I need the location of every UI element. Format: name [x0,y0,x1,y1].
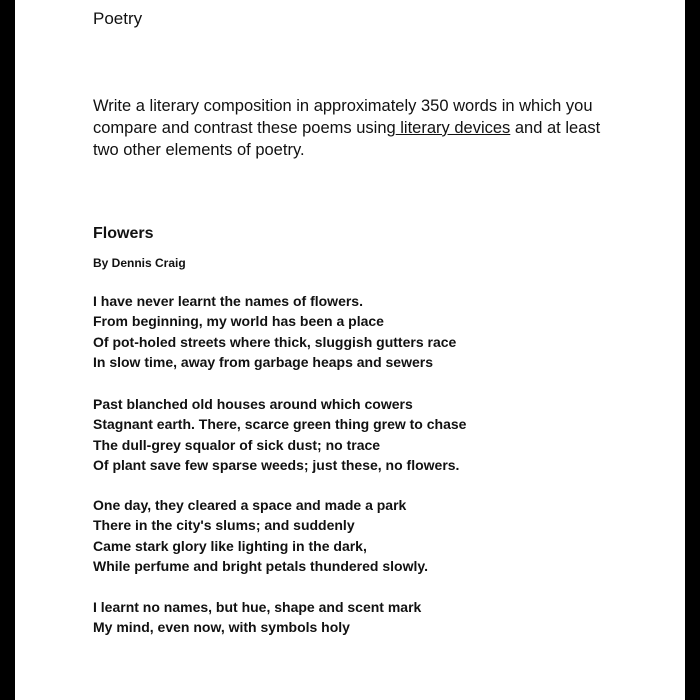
poem-line: In slow time, away from garbage heaps and sewers [93,354,434,371]
poem-line: Of pot-holed streets where thick, sluggish gutters race [93,333,457,350]
poem-line: Past blanched old houses around which cowers [93,396,413,412]
poem-line: While perfume and bright petals thundered slowly. [93,558,428,575]
poem-line: I have never learnt the names of flowers. [93,293,363,309]
poem-line: My mind, even now, with symbols holy [93,619,350,636]
prompt-underlined-term: literary devices [395,119,511,137]
poem-line: There in the city's slums; and suddenly [93,517,355,534]
poem-line: One day, they cleared a space and made a park [93,497,407,513]
poem-stanza-2 [93,394,466,476]
assignment-prompt [93,95,623,161]
poem-line: Of plant save few sparse weeds; just these, no flowers. [93,457,460,474]
section-heading: Poetry [93,9,143,28]
poem-line: Came stark glory like lighting in the dark, [93,537,367,554]
poem-stanza-3 [93,495,428,577]
poem-title: Flowers [93,225,154,242]
poem-line: The dull-grey squalor of sick dust; no trace [93,436,381,453]
poem-line: I learnt no names, but hue, shape and scent mark [93,599,422,615]
poem-line: From beginning, my world has been a place [93,313,384,330]
prompt-text-start: Write a literary composition in approximately 350 words in which you compare and contrast these poems using [93,97,593,137]
poem-stanza-1 [93,291,456,373]
poem-stanza-4 [93,597,421,638]
poem-line: Stagnant earth. There, scarce green thing grew to chase [93,416,467,433]
poem-author: By Dennis Craig [93,256,186,270]
prompt-text-end: and at least two other elements of poetry. [93,119,601,159]
document-page [15,0,685,700]
